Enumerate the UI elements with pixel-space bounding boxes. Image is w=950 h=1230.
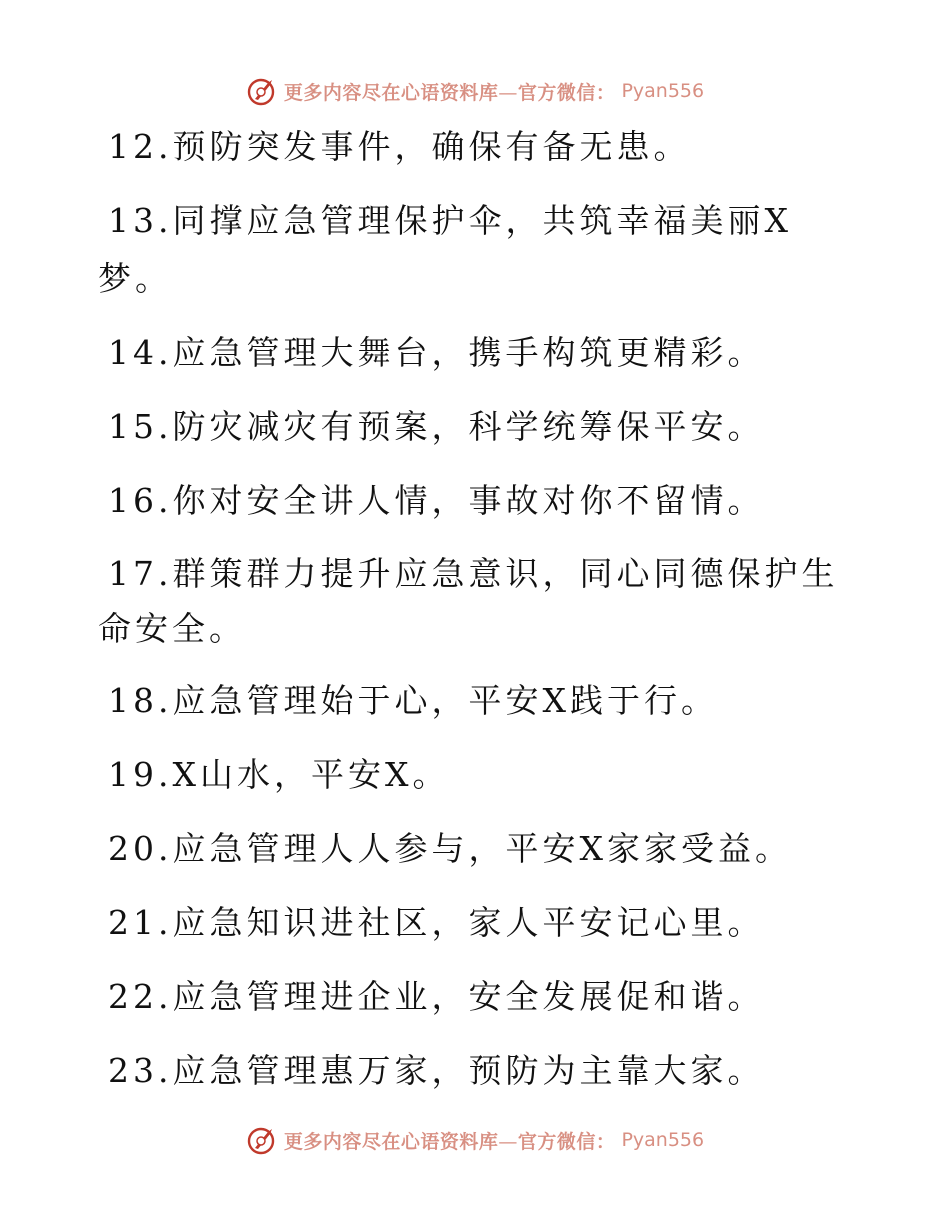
list-item: 20.应急管理人人参与，平安X家家受益。 <box>108 829 792 868</box>
quill-pen-logo-icon <box>246 75 278 107</box>
watermark-text: 更多内容尽在心语资料库—官方微信： <box>283 81 616 104</box>
list-item: 22.应急管理进企业，安全发展促和谐。 <box>108 977 765 1016</box>
list-item: 17.群策群力提升应急意识，同心同德保护生命安全。 <box>98 554 839 648</box>
quill-pen-logo-icon <box>246 1124 278 1156</box>
slogan-list <box>98 118 858 1116</box>
list-item: 23.应急管理惠万家，预防为主靠大家。 <box>108 1051 765 1090</box>
watermark-text: 更多内容尽在心语资料库—官方微信： <box>283 1130 616 1153</box>
list-item: 18.应急管理始于心，平安X践于行。 <box>108 681 718 720</box>
list-item: 16.你对安全讲人情，事故对你不留情。 <box>108 481 765 520</box>
list-item: 12.预防突发事件，确保有备无患。 <box>108 127 691 166</box>
watermark-wechat-id: Pyan556 <box>621 1129 705 1151</box>
header-watermark <box>0 71 950 111</box>
list-item: 19.X山水，平安X。 <box>108 755 450 794</box>
list-item: 21.应急知识进社区，家人平安记心里。 <box>108 903 765 942</box>
footer-watermark <box>0 1120 950 1160</box>
list-item: 14.应急管理大舞台，携手构筑更精彩。 <box>108 333 765 372</box>
watermark-wechat-id: Pyan556 <box>621 80 705 102</box>
list-item: 13.同撑应急管理保护伞，共筑幸福美丽X梦。 <box>98 201 792 298</box>
list-item: 15.防灾减灾有预案，科学统筹保平安。 <box>108 407 765 446</box>
